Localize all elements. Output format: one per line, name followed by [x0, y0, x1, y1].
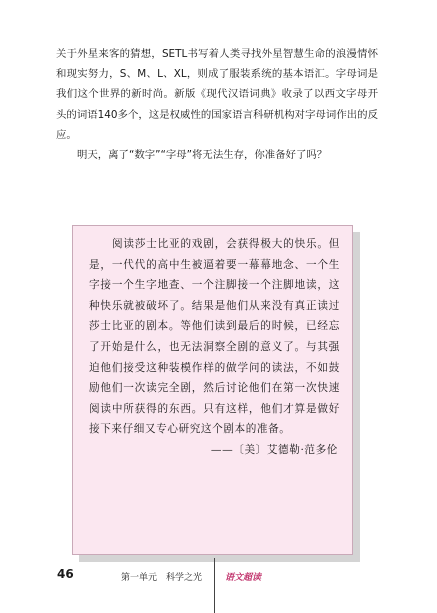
quote-signature: ——〔美〕艾德勒·范多伦	[210, 443, 338, 456]
footer-divider	[214, 558, 215, 613]
unit-title: 科学之光	[166, 573, 203, 583]
section-label: 语文超读	[225, 573, 262, 583]
quote-content	[89, 234, 340, 461]
page-number: 46	[57, 567, 74, 581]
quote-box	[72, 225, 353, 555]
unit-label: 第一单元	[121, 573, 158, 583]
paragraph-question: 明天，离了“数字”“字母”将无法生存，你准备好了吗？	[77, 149, 328, 162]
quote-body: 阅读莎士比亚的戏剧，会获得极大的快乐。但是，一代代的高中生被逼着要一幕幕地念、一个生字接一个生字地查、一个注脚接一个注脚地读，这种快乐就被破坏了。结果是他们从来没有真正读过莎士比亚的剧本。等他们读到最后的时候，已经忘了开始是什么，也无法洞察全剧的意义了。与其强迫他们接受这种装模作样的做学问的读法，不如鼓励他们一次读完全剧，然后讨论他们在第一次快速阅读中所获得的东西。只有这样，他们才算是做好接下来仔细又专心研究这个剧本的准备。	[89, 238, 340, 436]
paragraph-letter-words: 关于外星来客的猜想，SETL书写着人类寻找外星智慧生命的浪漫情怀和现实努力，S、M、L、XL，则成了服装系统的基本语汇。字母词是我们这个世界的新时尚。新版《现代汉语词典》收录了以西文字母开头的词语140多个，这是权威性的国家语言科研机构对字母词作出的反应。	[56, 48, 378, 141]
intro-text	[56, 44, 378, 165]
